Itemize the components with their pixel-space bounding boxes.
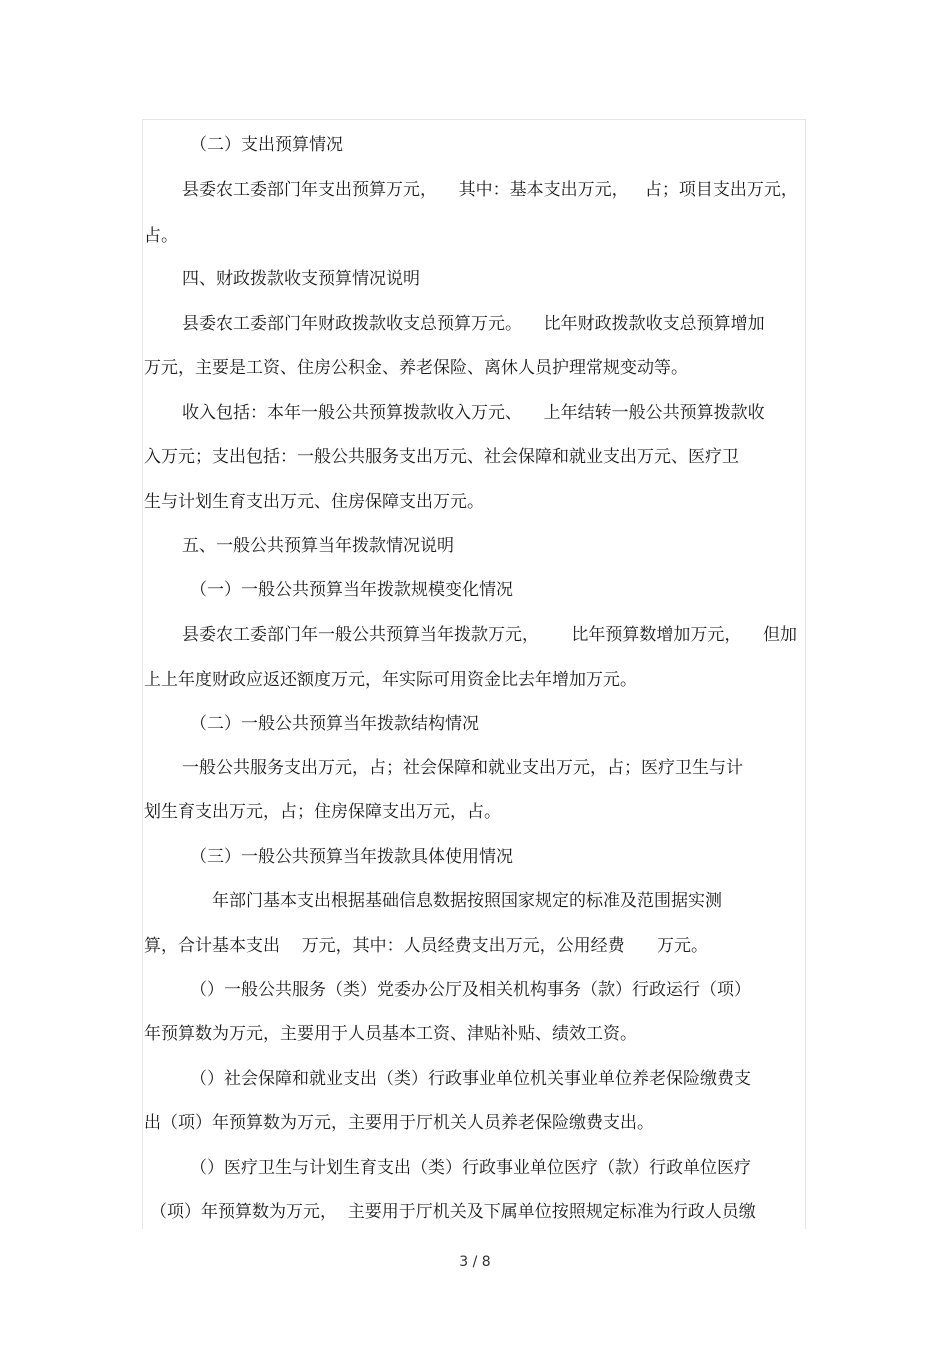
text-line: 出（项）年预算数为万元，主要用于厅机关人员养老保险缴费支出。 [144, 1113, 654, 1133]
text-line: 收入包括：本年一般公共预算拨款收入万元、 上年结转一般公共预算拨款收 [182, 403, 765, 423]
subsection-heading: （三）一般公共预算当年拨款具体使用情况 [190, 847, 513, 867]
page-number: 3 / 8 [459, 1254, 491, 1270]
text-line: 县委农工委部门年一般公共预算当年拨款万元， 比年预算数增加万元， 但加 [182, 625, 798, 645]
text-line: （项）年预算数为万元， 主要用于厅机关及下属单位按照规定标准为行政人员缴 [150, 1202, 756, 1222]
text-line: （）社会保障和就业支出（类）行政事业单位机关事业单位养老保险缴费支 [190, 1069, 751, 1089]
section-heading: 四、财政拨款收支预算情况说明 [182, 269, 420, 289]
text-line: 一般公共服务支出万元，占；社会保障和就业支出万元，占；医疗卫生与计 [182, 758, 743, 778]
text-line: 上上年度财政应返还额度万元，年实际可用资金比去年增加万元。 [144, 670, 637, 690]
text-line: （二）支出预算情况 [190, 135, 343, 155]
text-line: 年预算数为万元，主要用于人员基本工资、津贴补贴、绩效工资。 [144, 1024, 637, 1044]
text-line: （）医疗卫生与计划生育支出（类）行政事业单位医疗（款）行政单位医疗 [190, 1158, 751, 1178]
text-line: 入万元；支出包括：一般公共服务支出万元、社会保障和就业支出万元、医疗卫 [144, 447, 739, 467]
text-line: 算，合计基本支出 万元，其中：人员经费支出万元，公用经费 万元。 [144, 936, 709, 956]
subsection-heading: （一）一般公共预算当年拨款规模变化情况 [190, 580, 513, 600]
text-line: 年部门基本支出根据基础信息数据按照国家规定的标准及范围据实测 [212, 891, 722, 911]
text-line: 划生育支出万元，占；住房保障支出万元，占。 [144, 802, 501, 822]
section-heading: 五、一般公共预算当年拨款情况说明 [182, 536, 454, 556]
text-line: 生与计划生育支出万元、住房保障支出万元。 [144, 492, 484, 512]
text-line: 县委农工委部门年支出预算万元， 其中：基本支出万元， 占；项目支出万元， [182, 180, 798, 200]
text-line: 万元，主要是工资、住房公积金、养老保险、离休人员护理常规变动等。 [144, 358, 688, 378]
subsection-heading: （二）一般公共预算当年拨款结构情况 [190, 714, 479, 734]
text-line: 县委农工委部门年财政拨款收支总预算万元。 比年财政拨款收支总预算增加 [182, 314, 765, 334]
text-line: 占。 [144, 226, 178, 246]
text-line: （）一般公共服务（类）党委办公厅及相关机构事务（款）行政运行（项） [190, 980, 751, 1000]
